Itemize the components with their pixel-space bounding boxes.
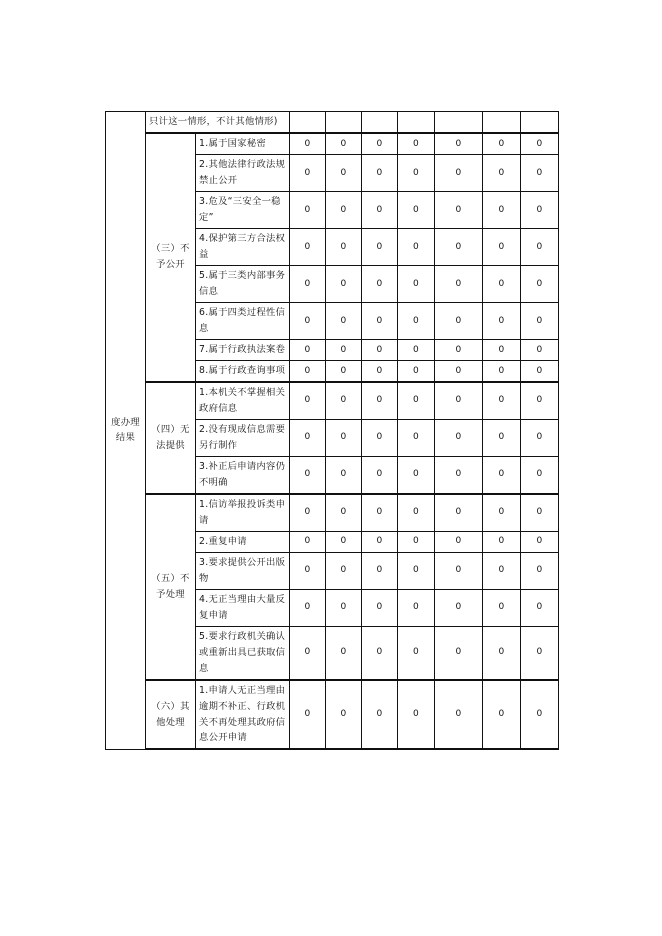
data-value-text: 0 xyxy=(304,395,311,406)
data-value-text: 0 xyxy=(412,315,420,326)
data-value-text: 0 xyxy=(376,315,383,326)
data-value-cell xyxy=(326,191,362,228)
data-value-cell xyxy=(362,589,398,626)
data-value-text: 0 xyxy=(412,469,420,480)
data-value-cell xyxy=(398,133,435,154)
data-value-text: 0 xyxy=(498,204,505,215)
data-value-text: 0 xyxy=(498,602,505,613)
data-value-text: 0 xyxy=(498,432,505,443)
row-item-text: 2.其他法律行政法规禁止公开 xyxy=(199,158,286,186)
header-empty-cell xyxy=(290,112,326,133)
data-value-text: 0 xyxy=(376,469,383,480)
data-value-cell xyxy=(398,680,435,750)
data-value-cell xyxy=(326,360,362,381)
header-empty-cell xyxy=(521,112,559,133)
data-value-cell xyxy=(483,302,521,339)
data-value-cell xyxy=(290,531,326,552)
row-item-text: 2.重复申请 xyxy=(199,535,247,547)
data-value-text: 0 xyxy=(340,241,347,252)
data-value-cell xyxy=(362,154,398,191)
data-value-cell xyxy=(483,191,521,228)
data-value-cell xyxy=(326,531,362,552)
data-value-cell xyxy=(290,589,326,626)
data-value-cell xyxy=(483,589,521,626)
table-row xyxy=(106,680,559,750)
data-value-text: 0 xyxy=(412,344,420,355)
data-value-text: 0 xyxy=(304,647,311,658)
data-value-cell xyxy=(326,265,362,302)
data-value-cell xyxy=(398,494,435,531)
data-value-cell xyxy=(398,552,435,589)
data-value-text: 0 xyxy=(455,395,462,406)
data-value-text: 0 xyxy=(340,602,347,613)
header-note-text: 只计这一情形，不计其他情形) xyxy=(149,116,278,127)
row-item-label xyxy=(196,419,290,456)
data-value-cell xyxy=(483,133,521,154)
data-value-cell xyxy=(362,302,398,339)
data-value-text: 0 xyxy=(376,395,383,406)
data-value-text: 0 xyxy=(536,647,543,658)
header-empty-cell xyxy=(362,112,398,133)
row-item-text: 1.信访举报投诉类申请 xyxy=(199,498,286,526)
data-value-text: 0 xyxy=(412,432,420,443)
section-label-text: （三）不予公开 xyxy=(151,243,190,271)
data-value-text: 0 xyxy=(340,647,347,658)
data-value-text: 0 xyxy=(376,278,383,289)
row-item-text: 7.属于行政执法案卷 xyxy=(199,343,286,355)
data-value-cell xyxy=(521,680,559,750)
row-item-label xyxy=(196,552,290,589)
data-value-text: 0 xyxy=(304,536,311,547)
data-value-cell xyxy=(290,133,326,154)
data-value-cell xyxy=(521,228,559,265)
data-value-cell xyxy=(521,626,559,679)
row-item-text: 2.没有现成信息需要另行制作 xyxy=(199,423,286,451)
data-value-text: 0 xyxy=(412,365,420,376)
data-value-cell xyxy=(290,228,326,265)
section-label-cell-section-3 xyxy=(146,133,196,382)
data-value-cell xyxy=(521,265,559,302)
data-value-text: 0 xyxy=(455,278,462,289)
data-value-text: 0 xyxy=(498,365,505,376)
data-value-text: 0 xyxy=(412,241,420,252)
data-value-cell xyxy=(362,382,398,419)
data-value-text: 0 xyxy=(412,507,420,518)
data-value-text: 0 xyxy=(412,138,420,149)
data-value-cell xyxy=(290,494,326,531)
data-value-text: 0 xyxy=(412,647,420,658)
row-item-text: 4.无正当理由大量反复申请 xyxy=(199,593,286,621)
data-value-text: 0 xyxy=(304,432,311,443)
header-empty-cell xyxy=(435,112,483,133)
row-item-text: 8.属于行政查询事项 xyxy=(199,364,286,376)
data-value-cell xyxy=(483,456,521,493)
data-value-cell xyxy=(362,360,398,381)
data-value-cell xyxy=(290,680,326,750)
data-value-cell xyxy=(398,626,435,679)
data-value-cell xyxy=(483,680,521,750)
data-value-text: 0 xyxy=(412,204,420,215)
data-value-cell xyxy=(483,339,521,360)
data-value-cell xyxy=(483,154,521,191)
data-value-cell xyxy=(362,552,398,589)
data-value-text: 0 xyxy=(455,536,462,547)
data-value-cell xyxy=(435,154,483,191)
data-value-cell xyxy=(435,133,483,154)
data-value-text: 0 xyxy=(455,241,462,252)
data-value-text: 0 xyxy=(498,138,505,149)
data-value-cell xyxy=(290,265,326,302)
section-label-text: （四）无法提供 xyxy=(151,423,190,451)
data-value-text: 0 xyxy=(455,365,462,376)
row-item-label xyxy=(196,680,290,750)
data-value-text: 0 xyxy=(536,138,543,149)
data-value-text: 0 xyxy=(536,469,543,480)
row-item-label xyxy=(196,339,290,360)
data-value-text: 0 xyxy=(304,344,311,355)
data-value-text: 0 xyxy=(498,344,505,355)
data-value-text: 0 xyxy=(455,167,462,178)
data-value-cell xyxy=(398,154,435,191)
data-value-cell xyxy=(521,339,559,360)
data-value-cell xyxy=(521,133,559,154)
data-value-cell xyxy=(290,456,326,493)
data-value-text: 0 xyxy=(455,507,462,518)
data-value-text: 0 xyxy=(304,167,311,178)
data-value-text: 0 xyxy=(412,565,420,576)
data-value-text: 0 xyxy=(340,278,347,289)
data-value-cell xyxy=(398,191,435,228)
data-value-text: 0 xyxy=(536,602,543,613)
row-item-text: 3.补正后申请内容仍不明确 xyxy=(199,460,286,488)
data-value-text: 0 xyxy=(455,647,462,658)
row-item-label xyxy=(196,382,290,419)
data-value-cell xyxy=(483,382,521,419)
data-value-cell xyxy=(435,265,483,302)
data-value-cell xyxy=(362,133,398,154)
row-item-label xyxy=(196,133,290,154)
data-value-text: 0 xyxy=(536,204,543,215)
data-value-text: 0 xyxy=(498,469,505,480)
data-value-cell xyxy=(326,680,362,750)
data-value-cell xyxy=(521,360,559,381)
data-value-cell xyxy=(326,456,362,493)
data-value-text: 0 xyxy=(498,709,505,720)
data-value-cell xyxy=(362,191,398,228)
data-value-text: 0 xyxy=(376,432,383,443)
data-value-cell xyxy=(483,531,521,552)
data-value-text: 0 xyxy=(412,167,420,178)
row-item-label xyxy=(196,626,290,679)
data-value-text: 0 xyxy=(304,241,311,252)
row-item-label xyxy=(196,531,290,552)
data-value-cell xyxy=(362,626,398,679)
data-value-text: 0 xyxy=(376,709,383,720)
header-empty-cell xyxy=(483,112,521,133)
data-value-text: 0 xyxy=(455,565,462,576)
data-value-text: 0 xyxy=(536,432,543,443)
data-value-cell xyxy=(435,494,483,531)
data-value-cell xyxy=(398,360,435,381)
category-label-text: 度办理结果 xyxy=(111,416,140,444)
data-value-cell xyxy=(290,552,326,589)
data-value-cell xyxy=(290,360,326,381)
data-value-cell xyxy=(398,228,435,265)
category-label-cell xyxy=(106,112,146,750)
data-value-text: 0 xyxy=(340,565,347,576)
data-value-text: 0 xyxy=(536,241,543,252)
statistics-table-container xyxy=(105,111,558,750)
data-value-cell xyxy=(521,302,559,339)
data-value-text: 0 xyxy=(376,365,383,376)
data-value-text: 0 xyxy=(340,167,347,178)
header-empty-cell xyxy=(398,112,435,133)
data-value-text: 0 xyxy=(304,278,311,289)
row-item-label xyxy=(196,265,290,302)
data-value-cell xyxy=(398,531,435,552)
row-item-label xyxy=(196,191,290,228)
data-value-text: 0 xyxy=(340,138,347,149)
row-item-label xyxy=(196,456,290,493)
data-value-text: 0 xyxy=(304,565,311,576)
data-value-cell xyxy=(435,531,483,552)
data-value-cell xyxy=(435,419,483,456)
data-value-text: 0 xyxy=(304,469,311,480)
data-value-text: 0 xyxy=(455,344,462,355)
data-value-cell xyxy=(435,191,483,228)
data-value-cell xyxy=(290,382,326,419)
data-value-text: 0 xyxy=(304,507,311,518)
data-value-cell xyxy=(521,494,559,531)
data-value-text: 0 xyxy=(455,469,462,480)
data-value-text: 0 xyxy=(498,507,505,518)
data-value-cell xyxy=(521,419,559,456)
data-value-text: 0 xyxy=(340,204,347,215)
data-value-text: 0 xyxy=(498,647,505,658)
data-value-cell xyxy=(326,494,362,531)
data-value-cell xyxy=(362,228,398,265)
data-value-cell xyxy=(362,339,398,360)
data-value-cell xyxy=(435,228,483,265)
data-value-cell xyxy=(326,133,362,154)
data-value-cell xyxy=(435,680,483,750)
data-value-text: 0 xyxy=(340,709,347,720)
data-value-text: 0 xyxy=(536,536,543,547)
row-item-label xyxy=(196,302,290,339)
data-value-text: 0 xyxy=(304,365,311,376)
data-value-cell xyxy=(290,339,326,360)
data-value-cell xyxy=(521,589,559,626)
data-value-cell xyxy=(326,626,362,679)
data-value-cell xyxy=(521,191,559,228)
data-value-text: 0 xyxy=(536,565,543,576)
section-label-cell-section-5 xyxy=(146,494,196,680)
data-value-cell xyxy=(362,680,398,750)
data-value-text: 0 xyxy=(340,365,347,376)
data-value-cell xyxy=(326,589,362,626)
data-value-text: 0 xyxy=(376,344,383,355)
data-value-text: 0 xyxy=(340,507,347,518)
data-value-text: 0 xyxy=(536,507,543,518)
row-item-text: 6.属于四类过程性信息 xyxy=(199,306,286,334)
data-value-cell xyxy=(483,360,521,381)
data-value-cell xyxy=(521,456,559,493)
row-item-text: 5.属于三类内部事务信息 xyxy=(199,269,286,297)
data-value-text: 0 xyxy=(455,315,462,326)
data-value-cell xyxy=(435,552,483,589)
data-value-cell xyxy=(326,302,362,339)
row-item-text: 5.要求行政机关确认或重新出具已获取信息 xyxy=(199,630,286,674)
data-value-cell xyxy=(362,456,398,493)
data-value-text: 0 xyxy=(498,315,505,326)
row-item-text: 3.危及“三安全一稳定” xyxy=(199,195,281,223)
data-value-cell xyxy=(521,154,559,191)
data-value-text: 0 xyxy=(304,315,311,326)
data-value-text: 0 xyxy=(536,315,543,326)
section-label-cell-section-4 xyxy=(146,382,196,494)
data-value-cell xyxy=(290,154,326,191)
data-value-text: 0 xyxy=(340,432,347,443)
row-item-text: 4.保护第三方合法权益 xyxy=(199,232,286,260)
row-item-text: 1.属于国家秘密 xyxy=(199,137,267,149)
data-value-text: 0 xyxy=(536,278,543,289)
data-value-text: 0 xyxy=(376,536,383,547)
data-value-text: 0 xyxy=(536,365,543,376)
data-value-text: 0 xyxy=(455,138,462,149)
data-value-text: 0 xyxy=(498,395,505,406)
data-value-cell xyxy=(290,191,326,228)
data-value-cell xyxy=(326,339,362,360)
data-value-cell xyxy=(326,552,362,589)
data-value-text: 0 xyxy=(455,602,462,613)
row-item-text: 1.本机关不掌握相关政府信息 xyxy=(199,386,286,414)
data-value-text: 0 xyxy=(376,204,383,215)
row-item-label xyxy=(196,360,290,381)
row-item-label xyxy=(196,589,290,626)
data-value-text: 0 xyxy=(498,536,505,547)
data-value-text: 0 xyxy=(304,602,311,613)
data-value-cell xyxy=(435,456,483,493)
data-value-text: 0 xyxy=(340,469,347,480)
data-value-text: 0 xyxy=(455,204,462,215)
data-value-text: 0 xyxy=(455,709,462,720)
data-value-text: 0 xyxy=(340,344,347,355)
header-note-cell xyxy=(146,112,290,133)
header-empty-cell xyxy=(326,112,362,133)
data-value-text: 0 xyxy=(376,565,383,576)
table-row xyxy=(106,494,559,531)
data-value-text: 0 xyxy=(498,167,505,178)
data-value-cell xyxy=(521,531,559,552)
data-value-cell xyxy=(483,626,521,679)
data-value-text: 0 xyxy=(536,395,543,406)
table-row xyxy=(106,133,559,154)
data-value-text: 0 xyxy=(536,709,543,720)
table-row xyxy=(106,382,559,419)
data-value-cell xyxy=(483,552,521,589)
data-value-text: 0 xyxy=(304,709,311,720)
data-value-cell xyxy=(435,589,483,626)
data-value-text: 0 xyxy=(340,395,347,406)
data-value-text: 0 xyxy=(498,565,505,576)
data-value-cell xyxy=(326,154,362,191)
row-item-label xyxy=(196,228,290,265)
data-value-cell xyxy=(398,302,435,339)
row-item-label xyxy=(196,154,290,191)
data-value-cell xyxy=(398,382,435,419)
data-value-text: 0 xyxy=(376,241,383,252)
data-value-text: 0 xyxy=(376,602,383,613)
data-value-cell xyxy=(326,382,362,419)
data-value-cell xyxy=(483,419,521,456)
data-value-cell xyxy=(483,494,521,531)
data-value-text: 0 xyxy=(376,507,383,518)
data-value-text: 0 xyxy=(412,602,420,613)
data-value-cell xyxy=(398,419,435,456)
data-value-cell xyxy=(398,589,435,626)
data-value-text: 0 xyxy=(304,204,311,215)
data-value-cell xyxy=(290,419,326,456)
data-value-cell xyxy=(435,302,483,339)
row-item-text: 3.要求提供公开出版物 xyxy=(199,556,286,584)
data-value-text: 0 xyxy=(536,344,543,355)
data-value-text: 0 xyxy=(498,278,505,289)
data-value-text: 0 xyxy=(412,278,420,289)
row-item-text: 1.申请人无正当理由逾期不补正、行政机关不再处理其政府信息公开申请 xyxy=(199,684,286,744)
data-value-cell xyxy=(326,228,362,265)
row-item-label xyxy=(196,494,290,531)
data-value-text: 0 xyxy=(340,315,347,326)
data-value-text: 0 xyxy=(340,536,347,547)
data-value-cell xyxy=(290,626,326,679)
section-label-text: （六）其他处理 xyxy=(151,700,190,728)
section-label-cell-section-6 xyxy=(146,680,196,750)
data-value-text: 0 xyxy=(412,536,420,547)
data-value-text: 0 xyxy=(376,138,383,149)
data-value-cell xyxy=(362,531,398,552)
data-value-text: 0 xyxy=(304,138,311,149)
data-value-text: 0 xyxy=(376,647,383,658)
data-value-cell xyxy=(483,228,521,265)
data-value-cell xyxy=(435,360,483,381)
data-value-cell xyxy=(435,626,483,679)
data-value-text: 0 xyxy=(376,167,383,178)
data-value-text: 0 xyxy=(412,709,420,720)
data-value-text: 0 xyxy=(455,432,462,443)
data-value-cell xyxy=(362,265,398,302)
data-value-text: 0 xyxy=(498,241,505,252)
data-value-cell xyxy=(398,456,435,493)
data-value-cell xyxy=(521,382,559,419)
data-value-cell xyxy=(435,339,483,360)
data-value-text: 0 xyxy=(536,167,543,178)
data-value-cell xyxy=(398,339,435,360)
data-value-cell xyxy=(326,419,362,456)
data-value-cell xyxy=(435,382,483,419)
data-value-cell xyxy=(290,302,326,339)
data-value-cell xyxy=(362,419,398,456)
data-value-cell xyxy=(483,265,521,302)
statistics-table xyxy=(105,111,559,750)
section-label-text: （五）不予处理 xyxy=(151,572,190,600)
data-value-text: 0 xyxy=(412,395,420,406)
data-value-cell xyxy=(362,494,398,531)
data-value-cell xyxy=(521,552,559,589)
data-value-cell xyxy=(398,265,435,302)
table-header-row xyxy=(106,112,559,133)
